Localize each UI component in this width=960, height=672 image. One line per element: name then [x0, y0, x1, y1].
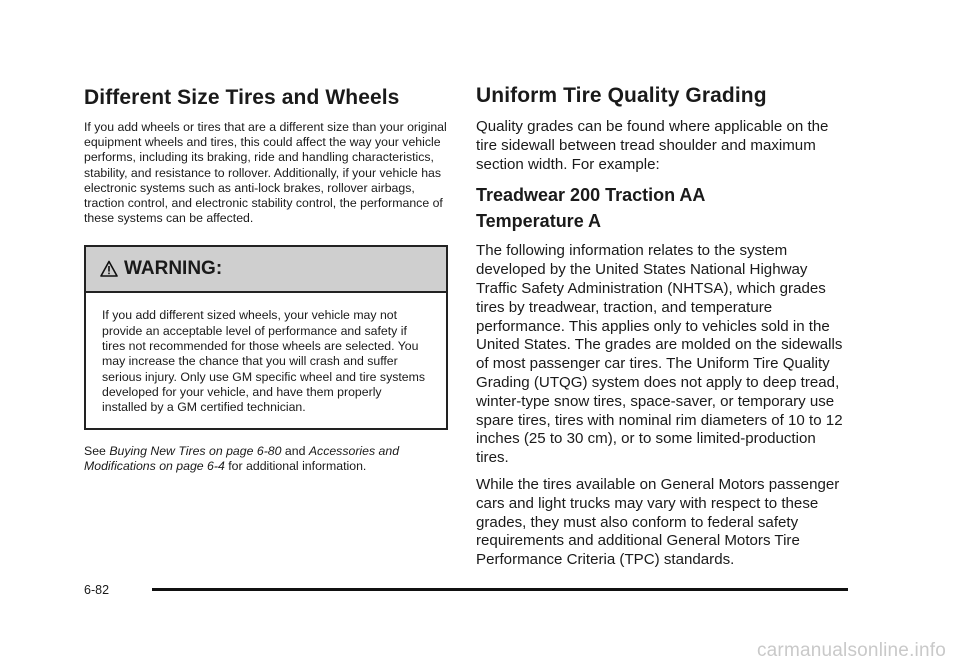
- right-column: [476, 84, 848, 578]
- grading-example-heading: [476, 182, 848, 234]
- utqg-intro-paragraph: Quality grades can be found where applicable on the tire sidewall between tread shoulder and maximum section width. For example:: [476, 118, 829, 173]
- section-title-different-size-tires: Different Size Tires and Wheels: [84, 86, 400, 109]
- see-also-paragraph: [84, 444, 448, 474]
- see-also-and: and: [284, 443, 306, 458]
- warning-header: [86, 247, 446, 293]
- grading-example-line2: Temperature A: [476, 211, 602, 232]
- site-watermark: carmanualsonline.info: [756, 640, 946, 661]
- intro-paragraph: If you add wheels or tires that are a different size than your original equipment wheels and tires, this could affect the way your vehicle performs, including its braking, ride and handling characteristics, stability, and resistance to rollover. Additionally, if your vehicle has electronic systems such as anti-lock brakes, rollover airbags, traction control, and electronic stability control, the performance of these systems can be affected.: [84, 120, 447, 226]
- nhtsa-paragraph: The following information relates to the system developed by the United States National Highway Traffic Safety Administration (NHTSA), which grades tires by treadwear, traction, and temperature performance. This applies only to vehicles sold in the United States. The grades are molded on the sidewalls of most passenger car tires. The Uniform Tire Quality Grading (UTQG) system does not apply to deep tread, winter-type snow tires, space-saver, or temporary use spare tires, tires with nominal rim diameters of 10 to 12 inches (25 to 30 cm), or to some limited-production tires.: [476, 242, 843, 467]
- footer-rule: [152, 588, 848, 591]
- page-number: 6-82: [84, 583, 110, 597]
- section-title-uniform-tire-quality: Uniform Tire Quality Grading: [476, 84, 767, 107]
- gm-tpc-paragraph: While the tires available on General Motors passenger cars and light trucks may vary with respect to these grades, they must also conform to federal safety requirements and additional General Motors Tire Performance Criteria (TPC) standards.: [476, 475, 840, 569]
- see-also-suffix: for additional information.: [228, 458, 367, 473]
- grading-example-line1: Treadwear 200 Traction AA: [476, 185, 706, 206]
- warning-box: [84, 245, 448, 429]
- warning-triangle-icon: [100, 260, 118, 278]
- reference-buying-new-tires[interactable]: Buying New Tires on page 6-80: [109, 443, 282, 458]
- left-column: [84, 86, 448, 474]
- reference-accessories-modifications[interactable]: Accessories and Modifications on page 6-4: [84, 443, 400, 473]
- warning-title: WARNING:: [124, 258, 223, 280]
- warning-text: If you add different sized wheels, your vehicle may not provide an acceptable level of performance and safety if tires not recommended for those wheels are selected. You may increase the chance that you will crash and suffer serious injury. Only use GM specific wheel and tire systems developed for your vehicle, and have them properly installed by a GM certified technician.: [102, 308, 426, 415]
- see-also-prefix: See: [84, 443, 106, 458]
